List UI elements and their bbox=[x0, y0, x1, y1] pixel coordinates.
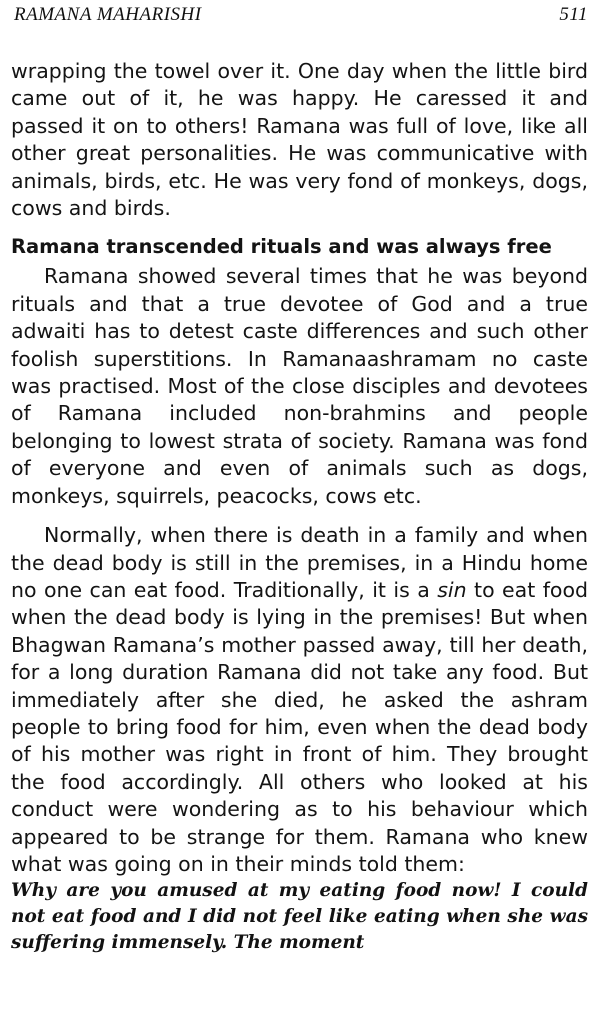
running-title: RAMANA MAHARISHI bbox=[14, 4, 202, 25]
section-heading: Ramana transcended rituals and was always free bbox=[11, 235, 552, 259]
paragraph-text-part-1: Normally, when there is death in a family and when the dead body is still in the premises, in a Hindu home no one can eat food. Traditionally, it is a bbox=[11, 523, 588, 602]
paragraph-rituals: Ramana showed several times that he was beyond rituals and that a true devotee of God and a true adwaiti has to detest caste differences and such other foolish superstitions. In Ramanaashramam no caste was practised. Most of the close disciples and devotees of Ramana included non-brahmins and people belonging to lowest strata of society. Ramana was fond of everyone and even of animals such as dogs, monkeys, squirrels, peacocks, cows etc. bbox=[11, 264, 588, 508]
page-number: 511 bbox=[559, 4, 588, 25]
paragraph-text-part-2: to eat food when the dead body is lying in the premises! But when Bhagwan Ramana’s mother passed away, till her death, for a long duration Ramana did not take any food. But immediately after she died, he asked the ashram people to bring food for him, even when the dead body of his mother was right in front of him. They brought the food accordingly. All others who looked at his conduct were wondering as to his behaviour which appeared to be strange for them. Ramana who knew what was going on in their minds told them: bbox=[11, 577, 589, 876]
block-quote: Why are you amused at my eating food now! I could not eat food and I did not feel like eating when she was suffering immensely. The moment bbox=[11, 880, 588, 954]
paragraph-gap bbox=[11, 510, 588, 522]
paragraph-continued: wrapping the towel over it. One day when the little bird came out of it, he was happy. He caressed it and passed it on to others! Ramana was full of love, like all other great personalities. He was communicative with animals, birds, etc. He was very fond of monkeys, dogs, cows and birds. bbox=[11, 59, 588, 221]
running-head bbox=[14, 4, 588, 30]
page-body bbox=[11, 58, 588, 956]
emphasis-sin: sin bbox=[437, 577, 467, 602]
paragraph-death-food bbox=[11, 522, 588, 878]
